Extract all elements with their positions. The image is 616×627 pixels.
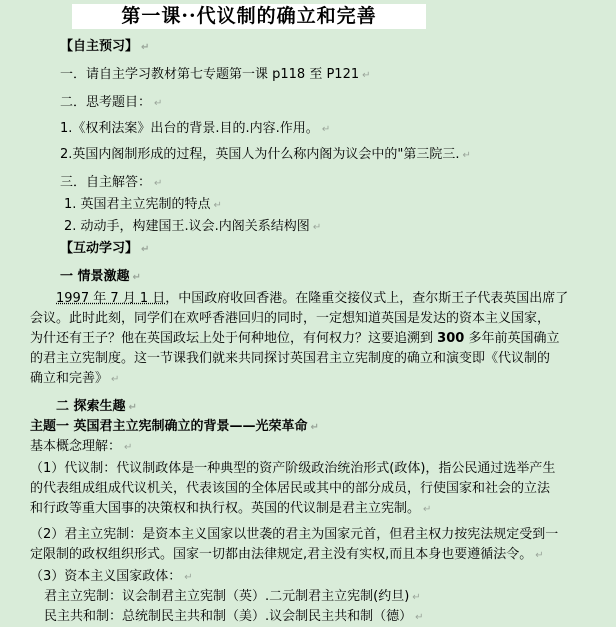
concept-1-line-2: 的代表组成组成代议机关，代表该国的全体居民或其中的部分成员，行使国家和社会的立法 [30, 481, 551, 496]
paragraph-mark-icon: ↵ [462, 150, 471, 161]
answer-2: 2. 动动手，构建国王.议会.内阁关系结构图 ↵ [64, 219, 322, 234]
answer-1: 1. 英国君主立宪制的特点 ↵ [64, 197, 222, 212]
paragraph-mark-icon: ↵ [111, 374, 120, 385]
topic-1-heading: 主题一 英国君主立宪制确立的背景——光荣革命 ↵ [30, 419, 319, 434]
intro-line-5: 确立和完善》 ↵ [30, 371, 120, 386]
paragraph-mark-icon: ↵ [141, 244, 150, 255]
date-text: 1997 年 7 月 1 日 [56, 291, 166, 306]
section-1-heading: 一 情景激趣 ↵ [60, 269, 141, 284]
paragraph-mark-icon: ↵ [124, 442, 133, 453]
interactive-heading: 【互动学习】 ↵ [60, 241, 150, 256]
section-2-heading: 二 探索生趣 ↵ [56, 399, 137, 414]
concept-2-line-1: （2）君主立宪制：是资本主义国家以世袭的君主为国家元首，但君主权力按宪法规定受到一 [30, 527, 559, 542]
paragraph-mark-icon: ↵ [415, 612, 424, 623]
paragraph-mark-icon: ↵ [154, 178, 163, 189]
paragraph-mark-icon: ↵ [184, 572, 193, 583]
question-2: 2.英国内阁制形成的过程，英国人为什么称内阁为议会中的"第三院三. ↵ [60, 147, 471, 162]
self-study-item-1: 一．请自主学习教材第七专题第一课 p118 至 P121 ↵ [60, 67, 371, 82]
self-study-heading: 【自主预习】 ↵ [60, 39, 150, 54]
concept-1-line-1: （1）代议制：代议制政体是一种典型的资产阶级政治统治形式(政体)，指公民通过选举产生 [30, 461, 556, 476]
paragraph-mark-icon: ↵ [141, 42, 150, 53]
question-1: 1.《权利法案》出台的背景.目的.内容.作用。 ↵ [60, 121, 331, 136]
paragraph-mark-icon: ↵ [310, 422, 319, 433]
paragraph-mark-icon: ↵ [535, 550, 544, 561]
basic-concepts-label: 基本概念理解： ↵ [30, 439, 133, 454]
intro-line-1: 1997 年 7 月 1 日，中国政府收回香港。在隆重交接仪式上，查尔斯王子代表英国出席了 [56, 291, 569, 306]
self-study-item-3: 三．自主解答： ↵ [60, 175, 163, 190]
concept-3-heading: （3）资本主义国家政体： ↵ [30, 569, 193, 584]
paragraph-mark-icon: ↵ [412, 592, 421, 603]
paragraph-mark-icon: ↵ [312, 222, 322, 233]
paragraph-mark-icon: ↵ [321, 124, 331, 135]
intro-line-4: 的君主立宪制度。这一节课我们就来共同探讨英国君主立宪制度的确立和演变即《代议制的 [30, 351, 551, 366]
paragraph-mark-icon: ↵ [423, 504, 432, 515]
intro-line-2: 会议。此时此刻，同学们在欢呼香港回归的同时，一定想知道英国是发达的资本主义国家， [30, 311, 551, 326]
paragraph-mark-icon: ↵ [132, 272, 141, 283]
concept-1-line-3: 和行政等重大国事的决策权和执行权。英国的代议制是君主立宪制。 ↵ [30, 501, 432, 516]
paragraph-mark-icon: ↵ [213, 200, 222, 211]
concept-3-monarchy: 君主立宪制：议会制君主立宪制（英）.二元制君主立宪制(约旦) ↵ [44, 589, 421, 604]
concept-3-republic: 民主共和制：总统制民主共和制（美）.议会制民主共和制（德） ↵ [44, 609, 424, 624]
paragraph-mark-icon: ↵ [154, 98, 163, 109]
concept-2-line-2: 定限制的政权组织形式。国家一切都由法律规定,君主没有实权,而且本身也要遵循法令。 ↵ [30, 547, 544, 562]
self-study-item-2: 二．思考题目： ↵ [60, 95, 163, 110]
paragraph-mark-icon: ↵ [128, 402, 137, 413]
intro-line-3: 为什还有王子？他在英国政坛上处于何种地位，有何权力？这要追溯到 300 多年前英国确立 [30, 331, 560, 346]
paragraph-mark-icon: ↵ [362, 70, 371, 81]
lesson-title: 第一课··代议制的确立和完善 [72, 4, 426, 29]
